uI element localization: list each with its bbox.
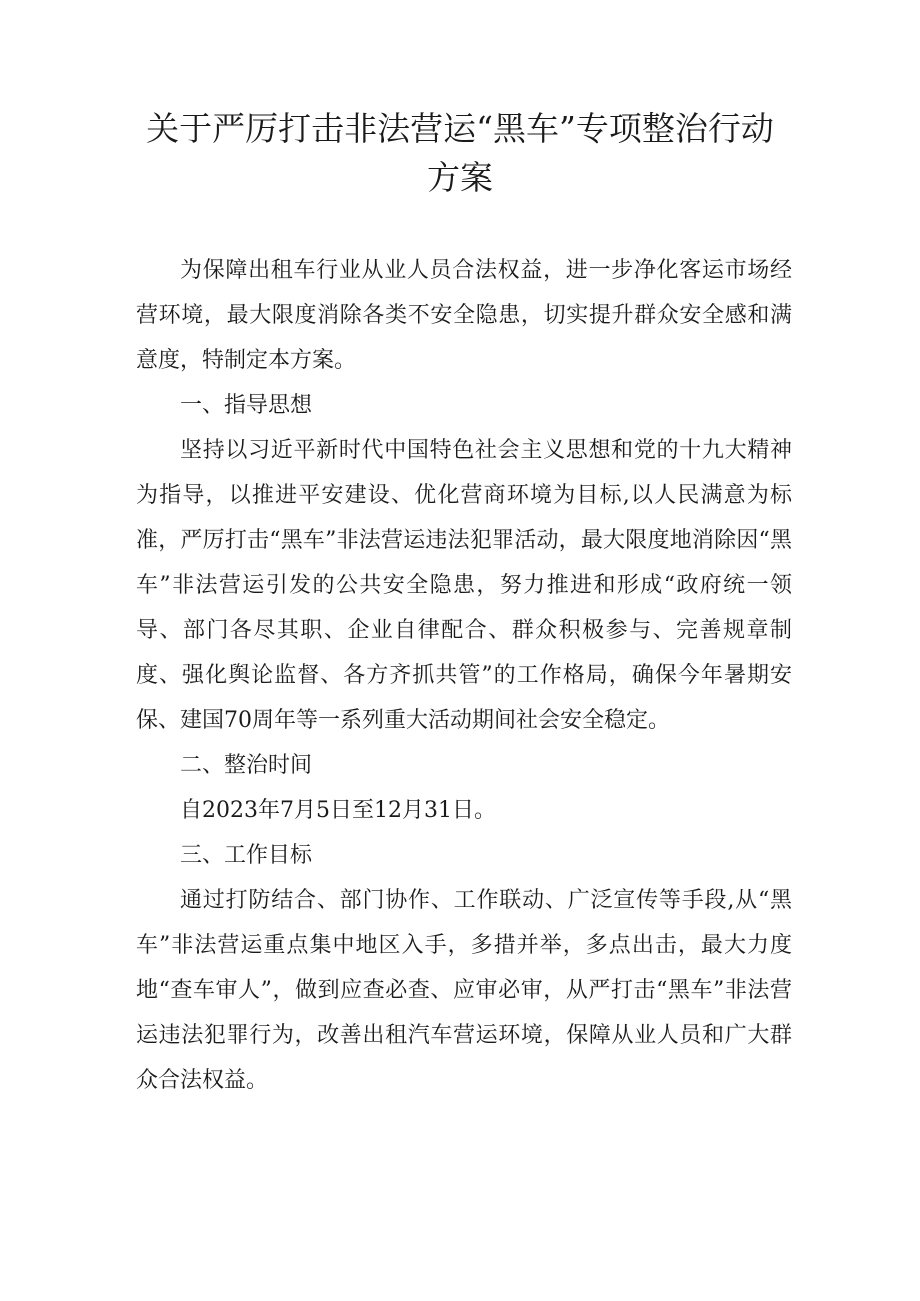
- section-heading-guiding-ideology: 一、指导思想: [180, 393, 313, 418]
- section-body-rectification-period: 自2023年7月5日至12月31日。: [180, 798, 496, 823]
- section-heading-rectification-period: 二、整治时间: [180, 753, 313, 778]
- section-heading-work-goals: 三、工作目标: [180, 843, 313, 868]
- document-body: [136, 248, 792, 1103]
- section-body-guiding-ideology: 坚持以习近平新时代中国特色社会主义思想和党的十九大精神为指导，以推进平安建设、优化营商环境为目标,以人民满意为标准，严厉打击“黑车”非法营运违法犯罪活动，最大限度地消除因“黑车”非法营运引发的公共安全隐患，努力推进和形成“政府统一领导、部门各尽其职、企业自律配合、群众积极参与、完善规章制度、强化舆论监督、各方齐抓共管”的工作格局，确保今年暑期安保、建国70周年等一系列重大活动期间社会安全稳定。: [136, 438, 792, 733]
- section-body-work-goals: 通过打防结合、部门协作、工作联动、广泛宣传等手段,从“黑车”非法营运重点集中地区入手，多措并举，多点出击，最大力度地“查车审人”，做到应查必查、应审必审，从严打击“黑车”非法营运违法犯罪行为，改善出租汽车营运环境，保障从业人员和广大群众合法权益。: [136, 888, 792, 1093]
- intro-paragraph: 为保障出租车行业从业人员合法权益，进一步净化客运市场经营环境，最大限度消除各类不安全隐患，切实提升群众安全感和满意度，特制定本方案。: [136, 258, 792, 373]
- document-title: 关于严厉打击非法营运“黑车”专项整治行动方案: [146, 109, 774, 197]
